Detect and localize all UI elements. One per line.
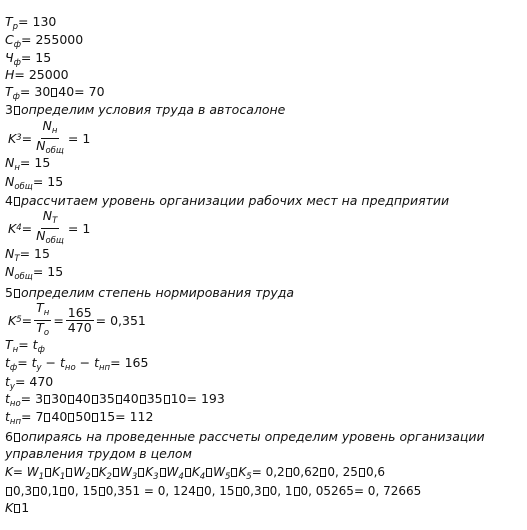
box-glyph — [60, 487, 66, 496]
line-tnp: $t_{нп}= 7$ 40 50 15= 112 — [5, 409, 154, 427]
box-glyph — [164, 395, 170, 404]
box-glyph — [197, 487, 203, 496]
formula-k4: K 4 = $\frac{N_T}{N_{общ}}$ = 1 — [8, 207, 91, 246]
line-tf: $T_ф= 30$ 40= 70 — [5, 84, 105, 102]
box-glyph — [160, 468, 166, 477]
box-glyph — [113, 468, 119, 477]
box-glyph — [14, 197, 20, 206]
box-glyph — [359, 468, 365, 477]
box-glyph — [92, 468, 98, 477]
line-tn: $T_н= t_ф$ — [5, 337, 45, 355]
box-glyph — [51, 88, 57, 97]
line-nt: $N_T= 15$ — [5, 246, 50, 264]
box-glyph — [14, 504, 20, 513]
fraction: $\frac{N_T}{N_{общ}}$ — [36, 207, 64, 246]
fraction: $\frac{N_н}{N_{общ}}$ — [36, 117, 64, 156]
box-glyph — [68, 413, 74, 422]
section-6-heading-cont: управления трудом в целом — [5, 446, 192, 461]
line-cf: $C_ф= 255000$ — [5, 32, 84, 50]
line-tr: $T_р= 130$ — [5, 14, 57, 32]
fraction: $\frac{T_н}{T_o}$ — [36, 299, 50, 338]
line-k-result: K 1 — [5, 500, 30, 515]
box-glyph — [92, 413, 98, 422]
box-glyph — [33, 487, 39, 496]
box-glyph — [294, 487, 300, 496]
line-k-formula: $K= W_1$ $K_1$ $W_2$ $K_2$ $W_3$ $K_3$ $W_4$ $K_4$ $W_5$ $K_5= 0,2$ 0,62 0, 25 0,6 — [5, 465, 386, 482]
box-glyph — [14, 289, 20, 298]
box-glyph — [138, 468, 144, 477]
box-glyph — [263, 487, 269, 496]
box-glyph — [231, 468, 237, 477]
box-glyph — [99, 487, 105, 496]
section-6-heading: 6 опираясь на проведенные рассчеты определим уровень организации — [5, 429, 485, 444]
box-glyph — [320, 468, 326, 477]
box-glyph — [206, 468, 212, 477]
line-nn: $N_н= 15$ — [5, 155, 51, 173]
line-nobsh-3: $N_{общ}= 15$ — [5, 174, 64, 192]
box-glyph — [116, 395, 122, 404]
line-ty: $t_у= 470$ — [5, 374, 54, 392]
formula-k3: K 3 = $\frac{N_н}{N_{общ}}$ = 1 — [8, 117, 91, 156]
line-chf: $Ч_ф= 15$ — [5, 50, 52, 68]
box-glyph — [92, 395, 98, 404]
line-k-values: 0,3 0,1 0, 15 0,351 = 0, 124 0, 15 0,3 0, 1 0, 05265= 0, 72665 — [5, 483, 421, 499]
formula-k5: K 5 = $\frac{T_н}{T_o}$ = $\frac{165}{470}$ = 0,351 — [8, 299, 146, 338]
box-glyph — [68, 395, 74, 404]
section-5-heading: 5 определим степень нормирования труда — [5, 285, 295, 300]
box-glyph — [14, 433, 20, 442]
fraction: $\frac{165}{470}$ — [67, 304, 92, 335]
box-glyph — [45, 468, 51, 477]
box-glyph — [44, 413, 50, 422]
box-glyph — [66, 468, 72, 477]
box-glyph — [6, 487, 12, 496]
line-nobsh-4: $N_{общ}= 15$ — [5, 264, 64, 282]
box-glyph — [140, 395, 146, 404]
box-glyph — [185, 468, 191, 477]
line-tf-calc: $t_ф= t_у - t_{но} - t_{нп}= 165$ — [5, 355, 149, 373]
section-3-heading: 3 определим условия труда в автосалоне — [5, 102, 286, 117]
section-4-heading: 4 рассчитаем уровень организации рабочих мест на предприятии — [5, 193, 450, 208]
box-glyph — [286, 468, 292, 477]
box-glyph — [14, 106, 20, 115]
box-glyph — [236, 487, 242, 496]
line-h: H= 25000 — [5, 67, 69, 82]
box-glyph — [44, 395, 50, 404]
line-tno: $t_{но}= 3$ 30 40 35 40 35 10= 193 — [5, 391, 225, 409]
